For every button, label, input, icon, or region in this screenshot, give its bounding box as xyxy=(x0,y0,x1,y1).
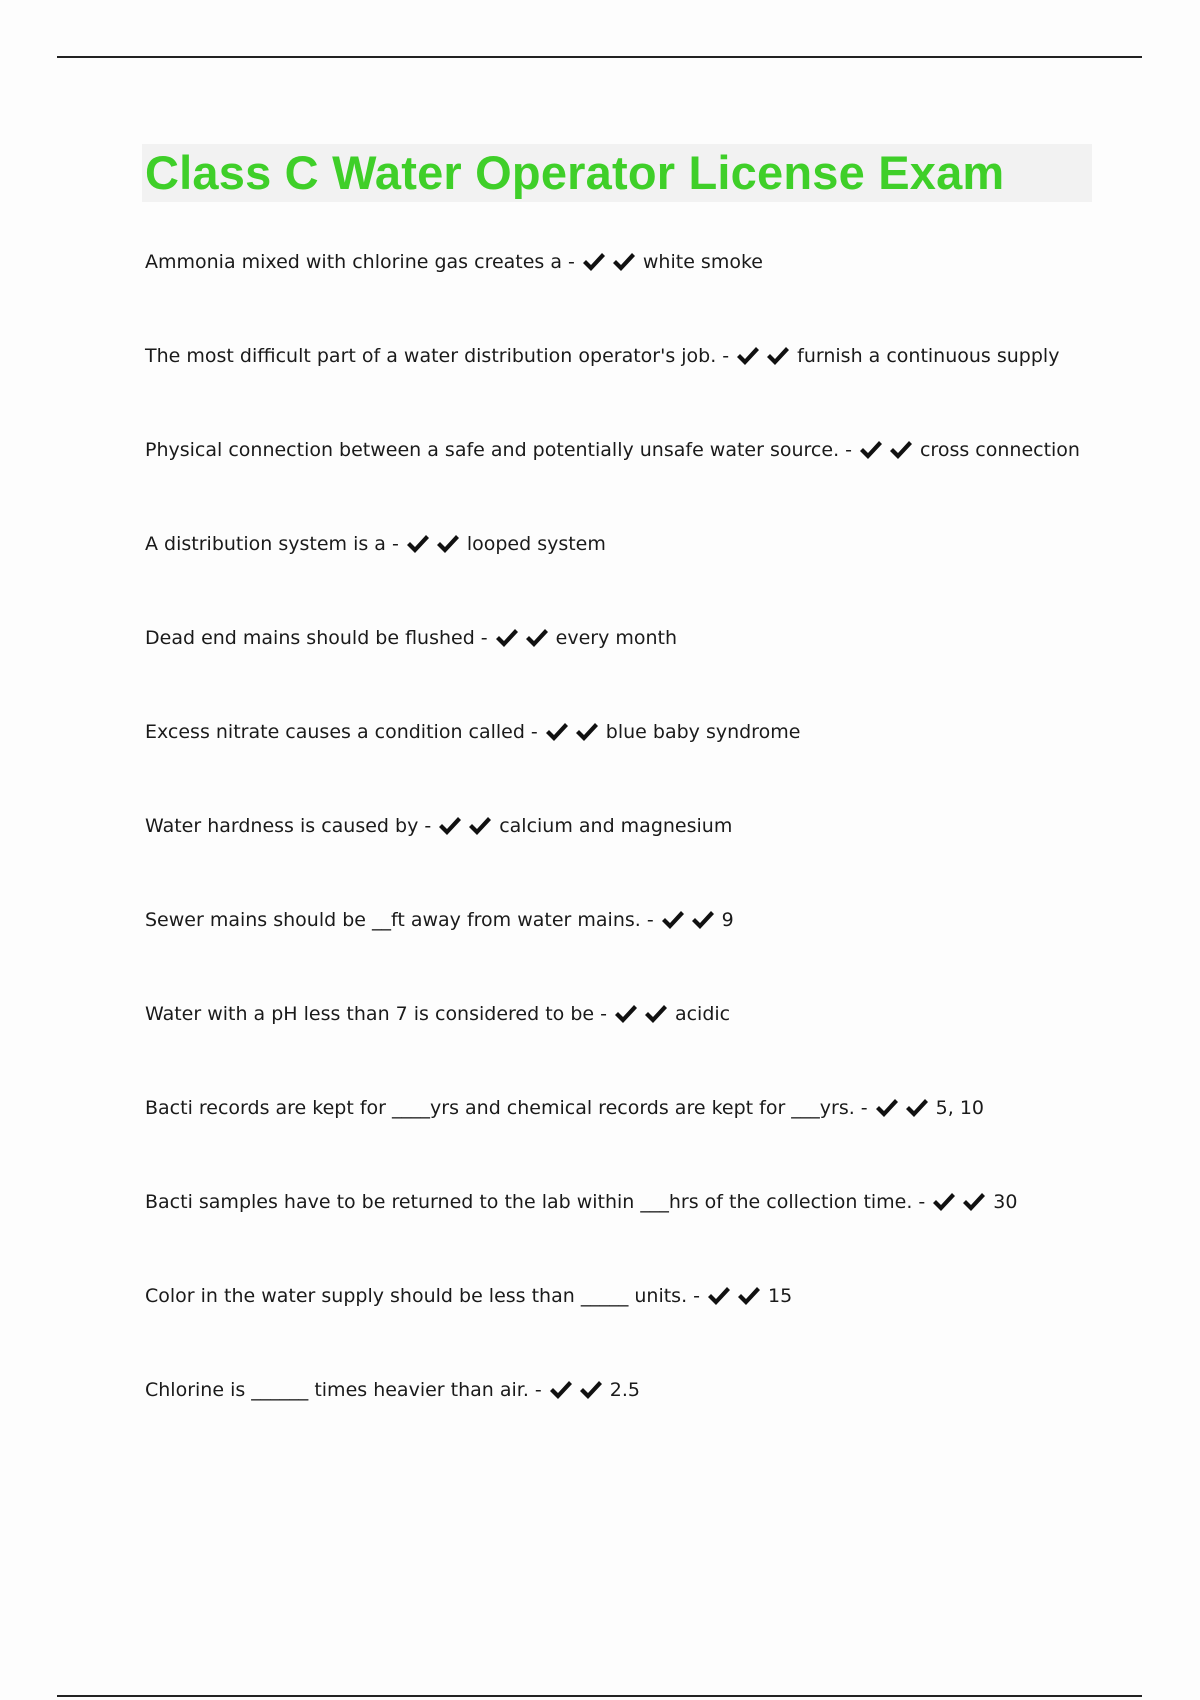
checkmark-icon xyxy=(613,1003,638,1025)
answer-text: 2.5 xyxy=(609,1379,640,1401)
checkmark-icon xyxy=(931,1191,956,1213)
separator: - xyxy=(860,1097,868,1119)
answer-checkmarks xyxy=(931,1188,991,1216)
question-text: Excess nitrate causes a condition called xyxy=(145,721,525,743)
answer-text: 5, 10 xyxy=(935,1097,985,1119)
question-text: Color in the water supply should be less than _____ units. xyxy=(145,1285,688,1307)
qa-item xyxy=(145,1188,1145,1282)
qa-item xyxy=(145,1282,1145,1376)
checkmark-icon xyxy=(524,627,549,649)
qa-item xyxy=(145,1376,1145,1470)
checkmark-icon xyxy=(706,1285,731,1307)
checkmark-icon xyxy=(405,533,430,555)
question-text: Physical connection between a safe and potentially unsafe water source. xyxy=(145,439,840,461)
separator: - xyxy=(600,1003,607,1025)
qa-item xyxy=(145,342,1145,436)
separator: - xyxy=(534,1379,542,1401)
answer-checkmarks xyxy=(858,436,918,464)
separator: - xyxy=(424,815,432,837)
question-text: Sewer mains should be __ft away from water mains. xyxy=(145,909,641,931)
checkmark-icon xyxy=(494,627,519,649)
separator: - xyxy=(530,721,538,743)
qa-item xyxy=(145,436,1145,530)
separator: - xyxy=(646,909,654,931)
qa-item xyxy=(145,812,1145,906)
separator: - xyxy=(722,345,730,367)
answer-checkmarks xyxy=(874,1094,934,1122)
checkmark-icon xyxy=(961,1191,986,1213)
checkmark-icon xyxy=(765,345,790,367)
answer-checkmarks xyxy=(581,248,641,276)
checkmark-icon xyxy=(858,439,883,461)
question-text: The most difficult part of a water distribution operator's job. xyxy=(145,345,717,367)
question-text: Water with a pH less than 7 is considered to be xyxy=(145,1003,595,1025)
checkmark-icon xyxy=(581,251,606,273)
qa-item xyxy=(145,906,1145,1000)
qa-item xyxy=(145,1094,1145,1188)
answer-checkmarks xyxy=(660,906,720,934)
checkmark-icon xyxy=(611,251,636,273)
checkmark-icon xyxy=(736,1285,761,1307)
question-text: Dead end mains should be flushed xyxy=(145,627,475,649)
question-answer-list xyxy=(145,248,1145,1470)
separator: - xyxy=(845,439,852,461)
document-title: Class C Water Operator License Exam xyxy=(145,146,1005,199)
checkmark-icon xyxy=(467,815,492,837)
question-text: A distribution system is a xyxy=(145,533,386,555)
separator: - xyxy=(918,1191,926,1213)
checkmark-icon xyxy=(437,815,462,837)
answer-text: cross connection xyxy=(919,439,1080,461)
checkmark-icon xyxy=(643,1003,668,1025)
checkmark-icon xyxy=(888,439,913,461)
answer-checkmarks xyxy=(706,1282,766,1310)
qa-item xyxy=(145,1000,1145,1094)
checkmark-icon xyxy=(660,909,685,931)
question-text: Water hardness is caused by xyxy=(145,815,419,837)
answer-text: furnish a continuous supply xyxy=(797,345,1060,367)
qa-item xyxy=(145,718,1145,812)
answer-text: every month xyxy=(555,627,678,649)
checkmark-icon xyxy=(690,909,715,931)
checkmark-icon xyxy=(548,1379,573,1401)
checkmark-icon xyxy=(874,1097,899,1119)
qa-item xyxy=(145,624,1145,718)
separator: - xyxy=(693,1285,700,1307)
footer-rule xyxy=(57,1695,1142,1697)
answer-text: 9 xyxy=(721,909,734,931)
answer-checkmarks xyxy=(735,342,795,370)
answer-checkmarks xyxy=(613,1000,673,1028)
answer-text: 15 xyxy=(767,1285,793,1307)
answer-text: 30 xyxy=(993,1191,1018,1213)
answer-checkmarks xyxy=(544,718,604,746)
checkmark-icon xyxy=(735,345,760,367)
answer-text: acidic xyxy=(674,1003,731,1025)
question-text: Bacti samples have to be returned to the lab within ___hrs of the collection time. xyxy=(145,1191,913,1213)
checkmark-icon xyxy=(544,721,569,743)
checkmark-icon xyxy=(574,721,599,743)
checkmark-icon xyxy=(578,1379,603,1401)
checkmark-icon xyxy=(904,1097,929,1119)
answer-checkmarks xyxy=(405,530,465,558)
separator: - xyxy=(568,251,575,273)
answer-text: calcium and magnesium xyxy=(499,815,733,837)
answer-checkmarks xyxy=(548,1376,608,1404)
separator: - xyxy=(480,627,488,649)
question-text: Bacti records are kept for ____yrs and chemical records are kept for ___yrs. xyxy=(145,1097,855,1119)
answer-checkmarks xyxy=(437,812,497,840)
separator: - xyxy=(391,533,399,555)
header-rule xyxy=(57,56,1142,58)
qa-item xyxy=(145,530,1145,624)
answer-text: looped system xyxy=(466,533,606,555)
answer-checkmarks xyxy=(494,624,554,652)
checkmark-icon xyxy=(435,533,460,555)
qa-item xyxy=(145,248,1145,342)
answer-text: blue baby syndrome xyxy=(605,721,801,743)
answer-text: white smoke xyxy=(642,251,763,273)
question-text: Chlorine is ______ times heavier than air. xyxy=(145,1379,529,1401)
question-text: Ammonia mixed with chlorine gas creates a xyxy=(145,251,563,273)
